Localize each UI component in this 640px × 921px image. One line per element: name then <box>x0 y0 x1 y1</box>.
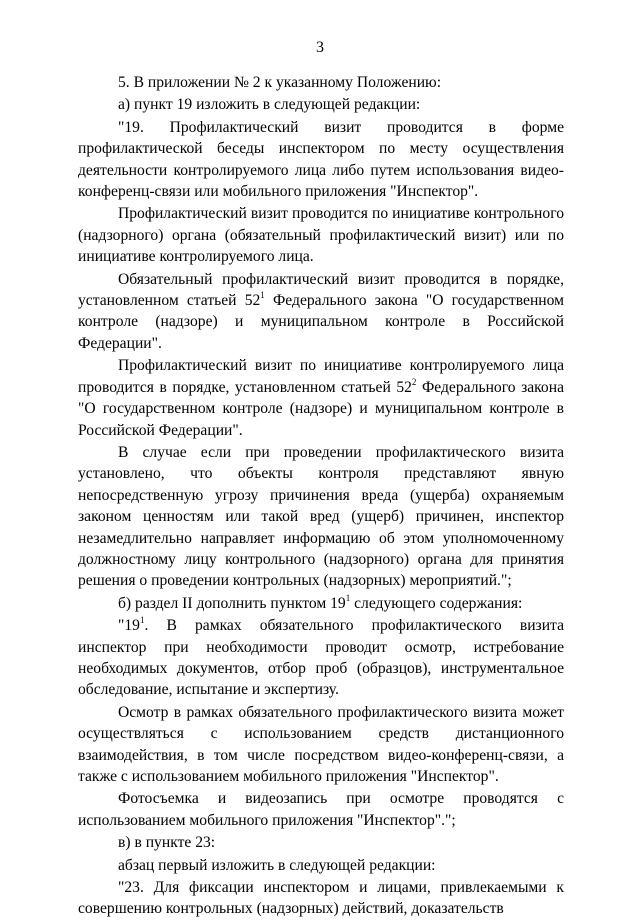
paragraph-p11 <box>78 788 564 831</box>
paragraph-text: а) пункт 19 изложить в следующей редакции: <box>118 96 421 114</box>
paragraph-text: абзац первый изложить в следующей редакции: <box>118 856 436 874</box>
paragraph-text: в) в пункте 23: <box>118 834 216 852</box>
paragraph-text: В случае если при проведении профилактического визита установлено, что объекты контроля представляют явную непосредственную угрозу причинения вреда (ущерба) охраняемым законом ценностям или такой вред (ущерб) причинен, инспектор незамедлительно направляет информацию об этом уполномоченному должностному лицу контрольного (надзорного) органа для принятия решения о проведении контрольных (надзорных) мероприятий."; <box>78 443 564 590</box>
paragraph-text: Обязательный профилактический визит проводится в порядке, установленном статьей 52 <box>78 270 564 310</box>
paragraph-p8 <box>78 593 564 614</box>
paragraph-text: "19 <box>118 617 140 635</box>
paragraph-text: "19. Профилактический визит проводится в форме профилактической беседы инспектором по месту осуществления деятельности контролируемого лица либо путем использования видео-конференц-связи или мобильного приложения "Инспектор". <box>78 118 564 201</box>
paragraph-p14 <box>78 877 564 920</box>
paragraph-p10 <box>78 702 564 788</box>
paragraph-p6 <box>78 355 564 441</box>
superscript-index: 2 <box>411 376 417 387</box>
paragraph-text: Фотосъемка и видеозапись при осмотре проводятся с использованием мобильного приложения "Инспектор"."; <box>78 790 564 829</box>
paragraph-text: . В рамках обязательного профилактического визита инспектор при необходимости проводит осмотр, истребование необходимых документов, отбор проб (образцов), инструментальное обследование, испытание и экспертизу. <box>78 617 564 699</box>
paragraph-text: б) раздел II дополнить пунктом 19 <box>118 594 346 612</box>
paragraph-text: Осмотр в рамках обязательного профилактического визита может осуществляться с использованием средств дистанционного взаимодействия, в том числе посредством видео-конференц-связи, а также с использованием мобильного приложения "Инспектор". <box>78 703 564 785</box>
paragraph-text: "23. Для фиксации инспектором и лицами, привлекаемыми к совершению контрольных (надзорных) действий, доказательств <box>78 879 564 918</box>
paragraph-text: Профилактический визит проводится по инициативе контрольного (надзорного) органа (обязательный профилактический визит) или по инициативе контролируемого лица. <box>78 205 564 266</box>
paragraph-p7 <box>78 442 564 592</box>
page-number: 3 <box>316 39 324 56</box>
superscript-index: 1 <box>345 592 351 603</box>
paragraph-p13 <box>78 855 564 876</box>
superscript-index: 1 <box>260 289 265 300</box>
paragraph-p9 <box>78 615 564 701</box>
paragraph-text: Профилактический визит по инициативе контролируемого лица проводится в порядке, установленном статьей 52 <box>78 357 564 396</box>
paragraph-text: следующего содержания: <box>350 594 523 612</box>
paragraph-p4 <box>78 203 564 267</box>
paragraph-p1 <box>78 72 564 93</box>
paragraph-p12 <box>78 832 564 853</box>
paragraph-text: Федерального закона "О государственном контроле (надзоре) и муниципальном контроле в Российской Федерации". <box>78 292 564 352</box>
superscript-index: 1 <box>139 614 145 625</box>
document-body <box>78 72 564 921</box>
paragraph-p3 <box>78 117 564 203</box>
paragraph-p5 <box>78 269 564 355</box>
paragraph-text: Федерального закона "О государственном контроле (надзоре) и муниципальном контроле в Российской Федерации". <box>78 378 564 439</box>
paragraph-text: 5. В приложении № 2 к указанному Положению: <box>118 74 442 91</box>
paragraph-p2 <box>78 94 564 115</box>
